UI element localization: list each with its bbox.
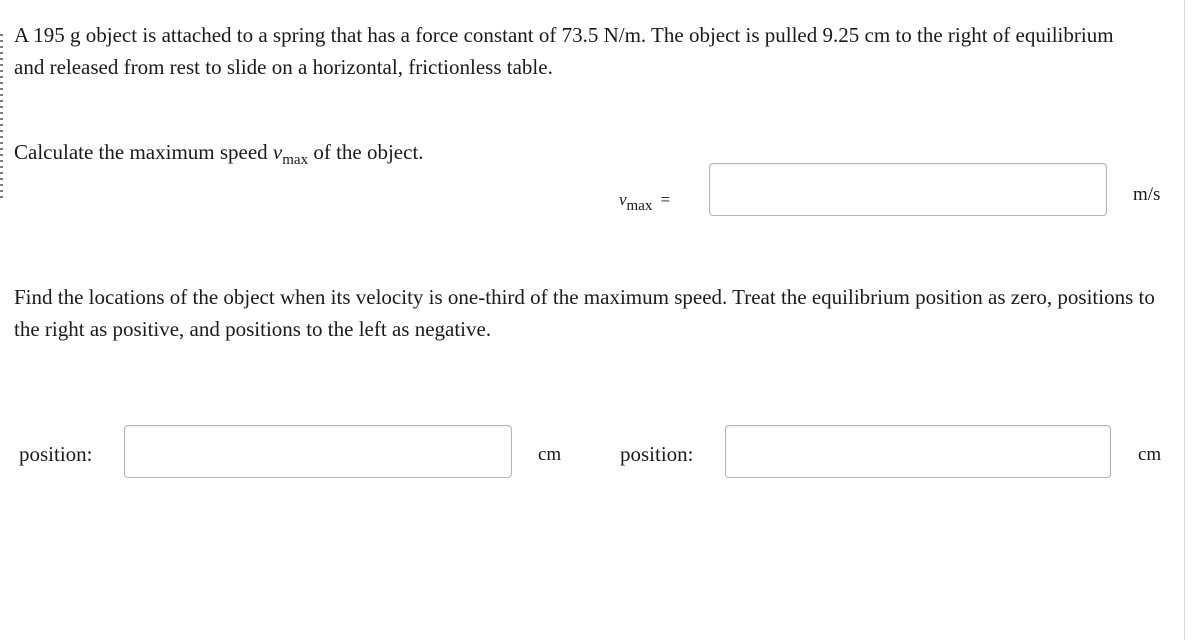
vmax-answer-input[interactable]: [709, 163, 1107, 216]
vmax-label-letter: v: [619, 190, 627, 209]
part1-prompt-before: Calculate the maximum speed: [14, 140, 273, 164]
vmax-label-equals: =: [660, 190, 671, 209]
position2-input[interactable]: [725, 425, 1111, 478]
vmax-symbol: [272, 140, 309, 168]
part1-prompt: [14, 136, 424, 171]
position1-label: position:: [19, 442, 93, 466]
vmax-symbol-subscript: max: [282, 152, 309, 168]
vmax-symbol-letter: v: [272, 140, 283, 164]
position2-unit: cm: [1138, 444, 1162, 465]
part1-prompt-after: of the object.: [308, 140, 424, 164]
position1-unit: cm: [538, 444, 562, 465]
left-edge-marker: [0, 34, 3, 204]
vmax-label-subscript: max: [626, 198, 653, 214]
vmax-unit: m/s: [1133, 184, 1161, 205]
right-divider: [1184, 0, 1185, 640]
problem-statement: A 195 g object is attached to a spring that has a force constant of 73.5 N/m. The object is pulled 9.25 cm to the right of equilibrium and released from rest to slide on a horizontal, frictionless table.: [14, 23, 1114, 79]
position1-input[interactable]: [124, 425, 512, 478]
vmax-answer-label: [619, 184, 670, 217]
position2-label: position:: [620, 442, 694, 466]
part2-prompt: Find the locations of the object when its velocity is one-third of the maximum speed. Treat the equilibrium position as zero, positions to the right as positive, and positions to the left as negative.: [14, 285, 1155, 341]
